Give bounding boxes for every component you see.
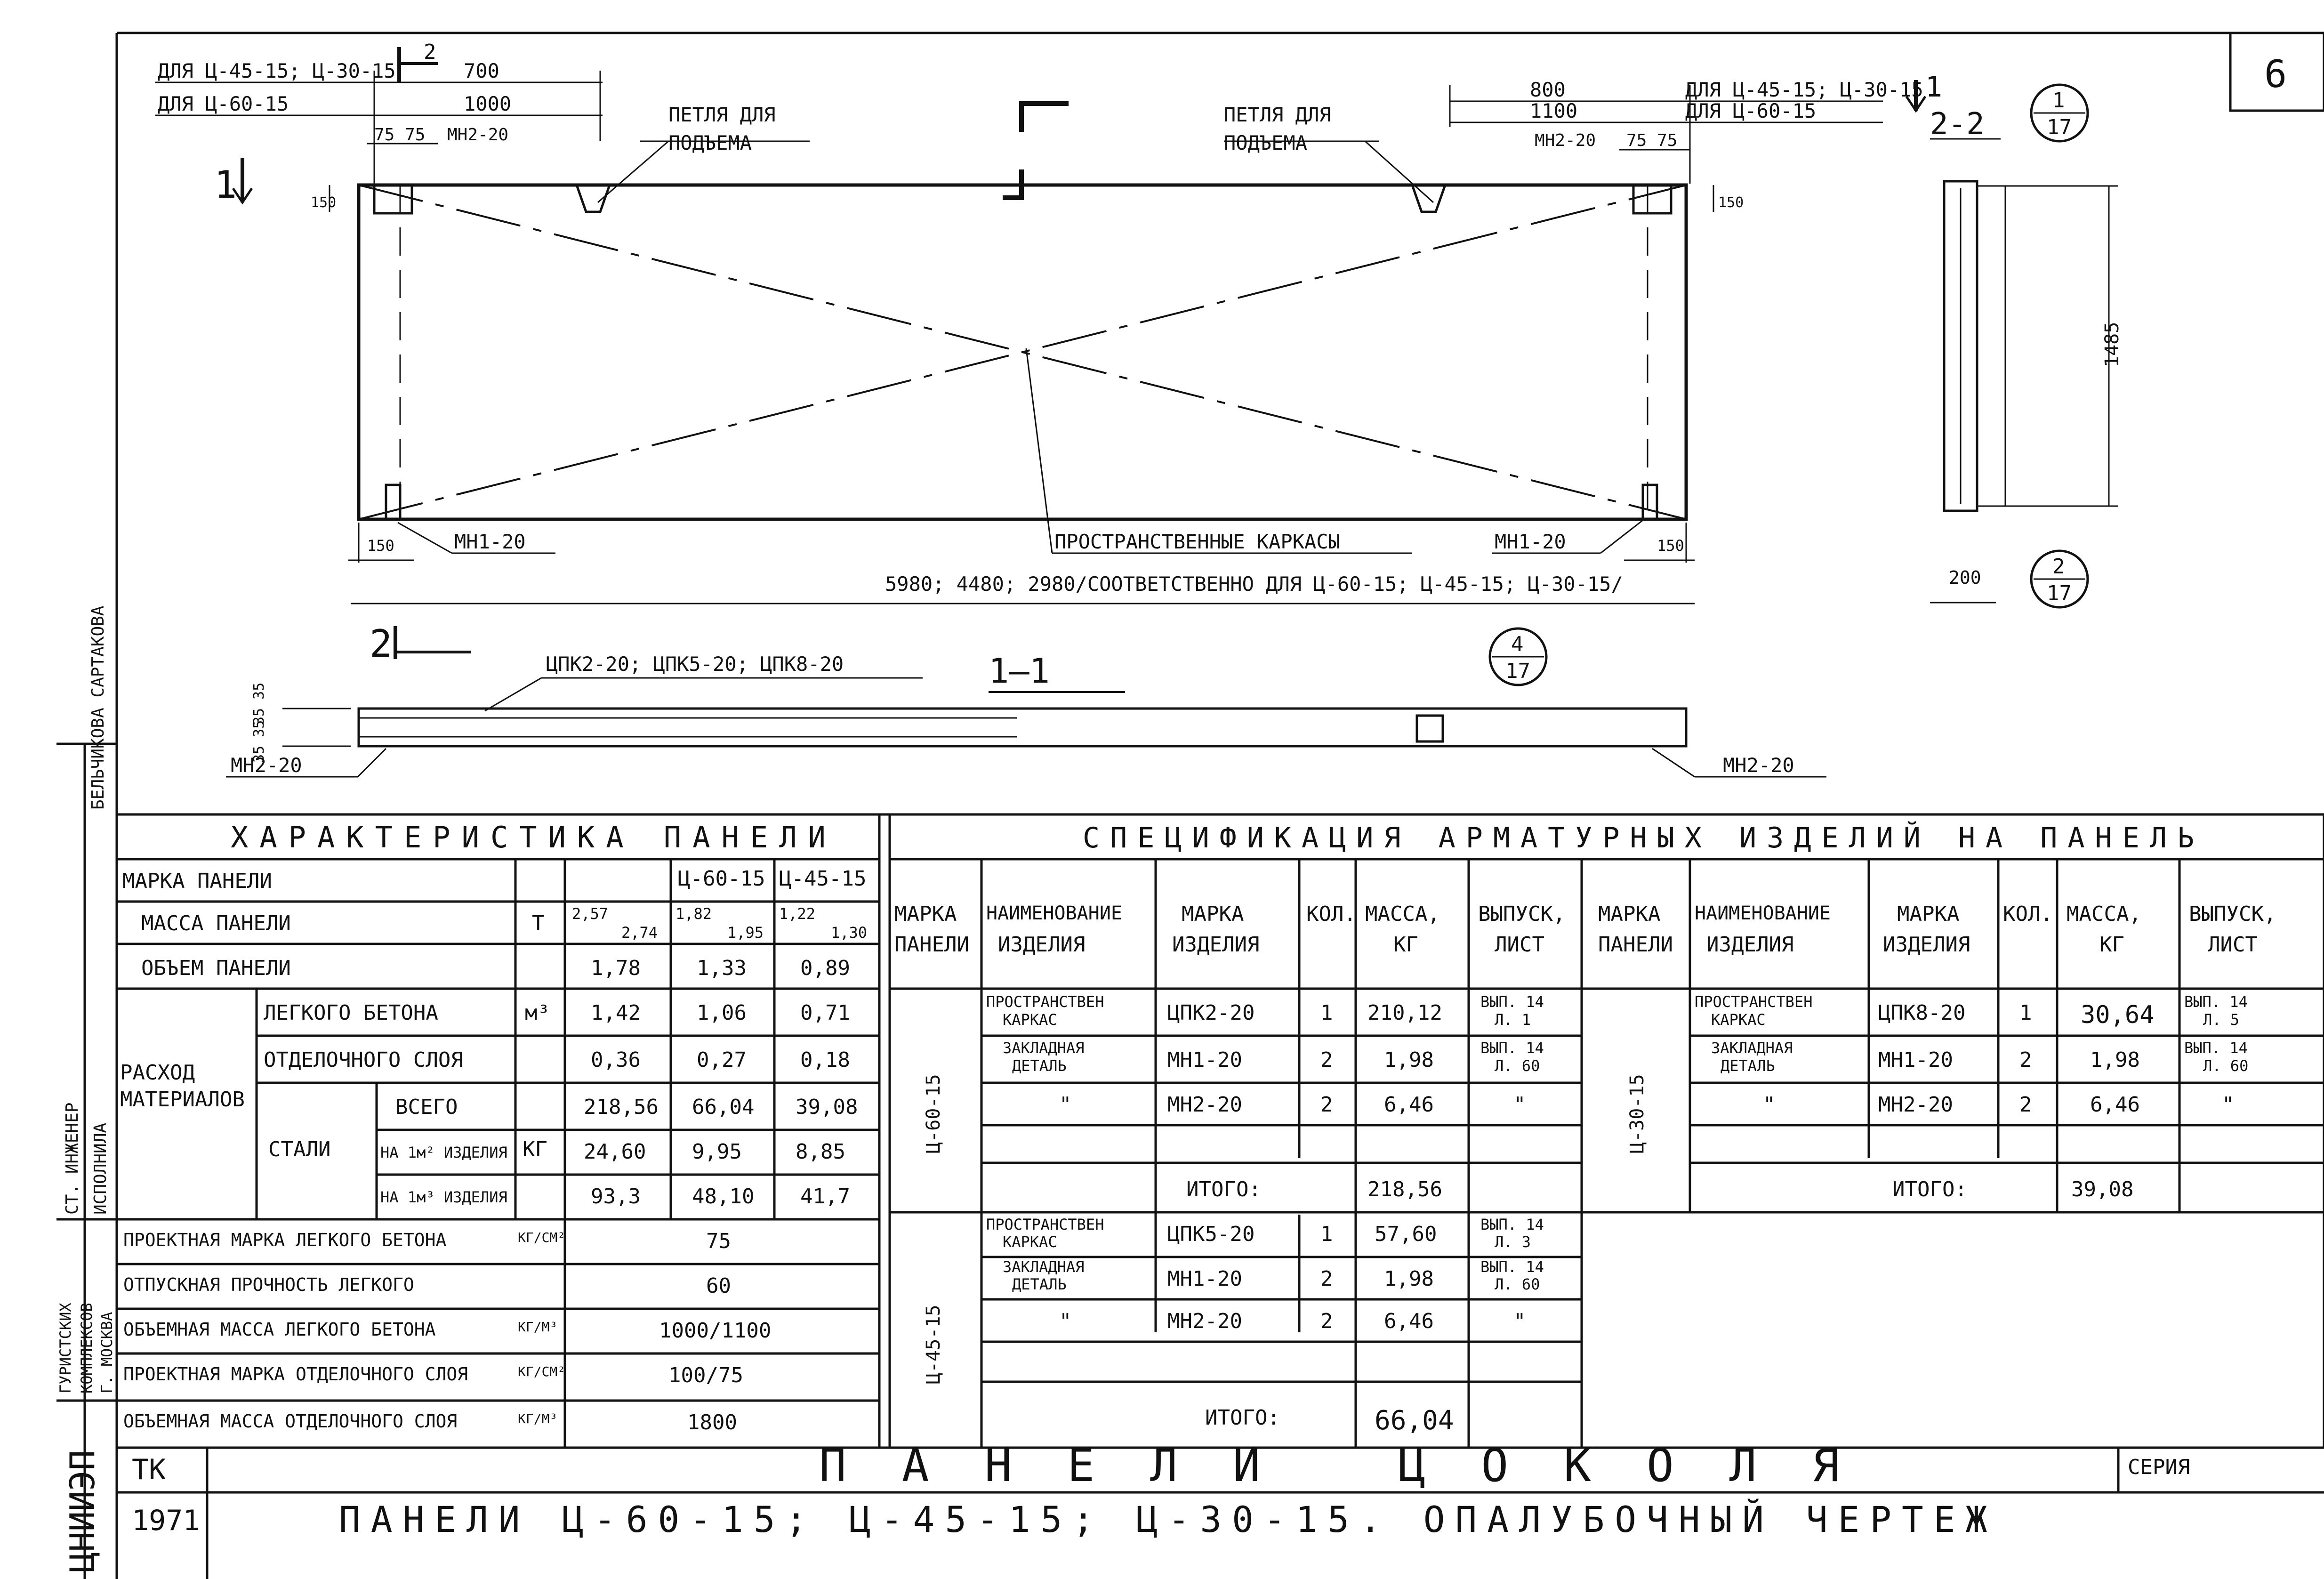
spec-g30-total-label: ИТОГО: [1892, 1177, 1967, 1201]
spec-g60-r1-name-2: КАРКАС [1003, 1011, 1057, 1029]
char-per-m3-45: 48,10 [692, 1184, 755, 1208]
mn2-20-right-label: МН2-20 [1535, 131, 1596, 150]
char-mark-label: МАРКА ПАНЕЛИ [122, 869, 272, 893]
spec-g45-r2-mark: МН1-20 [1167, 1267, 1242, 1291]
leader-mn1-right [1600, 520, 1643, 553]
spec-g60-r1-issue-2: Л. 1 [1495, 1011, 1531, 1029]
char-mass-unit: Т [532, 911, 545, 935]
section-1-right-label: 1 [1925, 71, 1943, 104]
spec-g45-total-label: ИТОГО: [1205, 1406, 1280, 1430]
spec-g60-r2-qty: 2 [1320, 1048, 1333, 1072]
dim-150-br: 150 [1657, 537, 1684, 555]
char-per-m2-60: 24,60 [584, 1140, 646, 1164]
char-col-h2: Ц-45-15 [779, 867, 867, 891]
lift-loop-left-shape [577, 185, 610, 212]
spec-g45-r3-mark: МН2-20 [1167, 1309, 1242, 1333]
dim-75-75-left: 75 75 [374, 125, 426, 145]
embed-mn1-right [1643, 485, 1657, 519]
ref-4-bottom: 17 [1505, 659, 1530, 683]
lift-loop-left-line1: ПЕТЛЯ ДЛЯ [668, 103, 776, 126]
spec-g30-r3-qty: 2 [2019, 1093, 2032, 1117]
spec-g45-r2-mass: 1,98 [1384, 1267, 1434, 1291]
title-block-tk: ТК [132, 1453, 166, 1486]
spec-g45-r1-issue-2: Л. 3 [1495, 1233, 1531, 1251]
char-steel-label: СТАЛИ [268, 1137, 331, 1161]
spec-g45-r3-qty: 2 [1320, 1309, 1333, 1333]
spec-g60-r2-mark: МН1-20 [1167, 1048, 1242, 1072]
char-mass-60-a: 2,57 [572, 905, 609, 923]
spec-g60-r2-name-1: ЗАКЛАДНАЯ [1003, 1039, 1085, 1057]
char-col-h1: Ц-60-15 [678, 867, 765, 891]
dim-35-35-a: 35 35 [251, 682, 267, 725]
spec-g60-r1-mass: 210,12 [1367, 1001, 1442, 1025]
spec-g45-r1-mark: ЦПК5-20 [1167, 1222, 1255, 1246]
sidebar-org-3: Г. МОСКВА [98, 1312, 116, 1394]
spec-g60-r1-mark: ЦПК2-20 [1167, 1001, 1255, 1025]
spec-g60-r1-qty: 1 [1320, 1001, 1333, 1025]
spec-g60-r2-issue-2: Л. 60 [1495, 1057, 1540, 1075]
char-mass-60-b: 2,74 [621, 924, 658, 942]
leader-lift-left [598, 141, 668, 202]
dim-150-tl: 150 [311, 194, 337, 211]
dim-700: 700 [464, 59, 499, 82]
ref-1-bottom: 17 [2047, 115, 2072, 139]
ref-4-top: 4 [1511, 632, 1524, 656]
spec-g30-r1-qty: 1 [2019, 1001, 2032, 1025]
char-steel-total-45: 66,04 [692, 1095, 755, 1119]
spec-h-mark-2: ИЗДЕЛИЯ [1172, 933, 1260, 957]
char-light-45: 1,06 [697, 1001, 747, 1025]
spec-g60-r1-name-1: ПРОСТРАНСТВЕН [986, 993, 1104, 1011]
spec-h-qty: КОЛ. [1306, 902, 1356, 926]
spec-g30-r3-name: " [1763, 1093, 1776, 1117]
section-2-2-title: 2-2 [1930, 107, 1985, 142]
spec-g30-total: 39,08 [2071, 1177, 2134, 1201]
char-volume-60: 1,78 [591, 956, 641, 980]
spec-g60-total: 218,56 [1367, 1177, 1442, 1201]
char-finish-45: 0,27 [697, 1048, 747, 1072]
char-per-m3-label: НА 1м³ ИЗДЕЛИЯ [380, 1188, 507, 1206]
spec-h2-name-1: НАИМЕНОВАНИЕ [1695, 902, 1831, 924]
spec-g45-panel: Ц-45-15 [923, 1305, 944, 1384]
section-1-1-title: 1—1 [989, 651, 1050, 691]
char-light-30: 0,71 [800, 1001, 850, 1025]
spec-g30-r2-mass: 1,98 [2090, 1048, 2140, 1072]
spatial-frames-label: ПРОСТРАНСТВЕННЫЕ КАРКАСЫ [1054, 530, 1340, 553]
spec-h2-name-2: ИЗДЕЛИЯ [1706, 933, 1794, 957]
spec-g30-r1-name-1: ПРОСТРАНСТВЕН [1695, 993, 1813, 1011]
dim-label-left-1: ДЛЯ Ц-45-15; Ц-30-15 [158, 59, 396, 82]
dim-1000: 1000 [464, 92, 512, 115]
char-bulk-light-value: 1000/1100 [659, 1319, 772, 1343]
spec-h-mass-2: КГ [1393, 933, 1418, 957]
mn1-20-left-label: МН1-20 [454, 530, 526, 553]
spec-g45-r3-issue: " [1513, 1309, 1526, 1333]
dim-150-bl: 150 [367, 537, 394, 555]
char-finish-60: 0,36 [591, 1048, 641, 1072]
spec-g45-r1-issue-1: ВЫП. 14 [1480, 1216, 1544, 1233]
embed-mn2-left [374, 185, 412, 213]
spec-g30-r3-mass: 6,46 [2090, 1093, 2140, 1117]
title-block-main-title: ПАНЕЛИ ЦОКОЛЯ [819, 1439, 1895, 1492]
spec-g45-r1-name-1: ПРОСТРАНСТВЕН [986, 1216, 1104, 1233]
spec-h-mark-1: МАРКА [1182, 902, 1244, 926]
sidebar-role-2: ИСПОЛНИЛА [91, 1122, 110, 1215]
spec-g45-r2-name-1: ЗАКЛАДНАЯ [1003, 1258, 1085, 1276]
sidebar-names: БЕЛЬЧИКОВА САРТАКОВА [88, 605, 108, 810]
section-1-1-outline [359, 709, 1686, 746]
spec-g60-r3-name: " [1059, 1093, 1072, 1117]
spec-g30-r2-issue-1: ВЫП. 14 [2184, 1039, 2248, 1057]
mn2-20-11-right: МН2-20 [1723, 754, 1794, 777]
mn2-20-left-label: МН2-20 [447, 125, 509, 145]
mn1-20-right-label: МН1-20 [1495, 530, 1566, 553]
spec-h-mass-1: МАССА, [1365, 902, 1440, 926]
spec-g60-r3-issue: " [1513, 1093, 1526, 1117]
spec-g60-r3-mark: МН2-20 [1167, 1093, 1242, 1117]
char-steel-total-label: ВСЕГО [395, 1095, 458, 1119]
lift-loop-right-line2: ПОДЪЕМА [1224, 131, 1308, 154]
char-bulk-light-label: ОБЪЕМНАЯ МАССА ЛЕГКОГО БЕТОНА [123, 1319, 436, 1340]
char-bulk-finish-label: ОБЪЕМНАЯ МАССА ОТДЕЛОЧНОГО СЛОЯ [123, 1411, 458, 1432]
title-block-year: 1971 [132, 1504, 200, 1537]
ref-2-bottom: 17 [2047, 581, 2072, 605]
spec-h2-mass-2: КГ [2099, 933, 2124, 957]
spec-g60-panel: Ц-60-15 [923, 1074, 944, 1153]
spec-g45-r1-mass: 57,60 [1375, 1222, 1437, 1246]
leader-mn2-11-left [358, 749, 386, 777]
spec-g45-r1-name-2: КАРКАС [1003, 1233, 1057, 1251]
spec-h2-panel-1: МАРКА [1598, 902, 1661, 926]
char-consumption-label: РАСХОД МАТЕРИАЛОВ [120, 1061, 245, 1112]
sidebar-stamp: ЦНИИЭП [63, 1450, 102, 1572]
char-mass-30-b: 1,30 [831, 924, 868, 942]
char-release-label: ОТПУСКНАЯ ПРОЧНОСТЬ ЛЕГКОГО [123, 1274, 414, 1295]
char-design-grade-value: 75 [706, 1229, 731, 1253]
spec-g30-r2-qty: 2 [2019, 1048, 2032, 1072]
spec-g45-r2-qty: 2 [1320, 1267, 1333, 1291]
spec-g60-r1-issue-1: ВЫП. 14 [1480, 993, 1544, 1011]
spec-h2-mark-1: МАРКА [1897, 902, 1960, 926]
spec-h2-mass-1: МАССА, [2067, 902, 2141, 926]
section-2-top-label: 2 [424, 40, 436, 64]
leader-frames-1-1 [485, 678, 541, 711]
sidebar-role-1: СТ. ИНЖЕНЕР [63, 1102, 82, 1215]
spec-g30-r1-mark: ЦПК8-20 [1878, 1001, 1966, 1025]
char-volume-label: ОБЪЕМ ПАНЕЛИ [141, 956, 291, 980]
sidebar-org-1: ГУРИСТСКИХ [56, 1303, 74, 1394]
title-block-series: СЕРИЯ [2128, 1455, 2190, 1479]
char-release-value: 60 [706, 1274, 731, 1298]
char-design-grade-label: ПРОЕКТНАЯ МАРКА ЛЕГКОГО БЕТОНА [123, 1230, 447, 1250]
spec-g45-r1-qty: 1 [1320, 1222, 1333, 1246]
sheet-number: 6 [2264, 52, 2287, 96]
char-per-m2-label: НА 1м² ИЗДЕЛИЯ [380, 1144, 507, 1161]
spec-g60-r3-mass: 6,46 [1384, 1093, 1434, 1117]
char-bulk-finish-unit: КГ/М³ [518, 1411, 558, 1426]
spec-h-panel-1: МАРКА [894, 902, 957, 926]
spec-g60-r3-qty: 2 [1320, 1093, 1333, 1117]
title-block-subtitle: ПАНЕЛИ Ц-60-15; Ц-45-15; Ц-30-15. ОПАЛУБОЧНЫЙ ЧЕРТЕЖ [339, 1498, 1998, 1540]
embed-mn1-left [386, 485, 400, 519]
char-mass-label: МАССА ПАНЕЛИ [141, 911, 291, 935]
ref-2-top: 2 [2052, 555, 2065, 579]
section-2-2-width: 200 [1949, 567, 1981, 588]
spec-h2-qty: КОЛ. [2003, 902, 2053, 926]
spec-g30-r2-issue-2: Л. 60 [2203, 1057, 2249, 1075]
char-per-m2-30: 8,85 [796, 1140, 845, 1164]
char-volume-30: 0,89 [800, 956, 850, 980]
dim-label-right-1: ДЛЯ Ц-45-15; Ц-30-15 [1685, 78, 1923, 101]
dim-label-right-2: ДЛЯ Ц-60-15 [1685, 99, 1817, 122]
spec-h2-mark-2: ИЗДЕЛИЯ [1883, 933, 1970, 957]
spec-g30-r2-name-2: ДЕТАЛЬ [1721, 1057, 1775, 1075]
char-steel-unit: КГ [523, 1137, 547, 1161]
char-design-finish-label: ПРОЕКТНАЯ МАРКА ОТДЕЛОЧНОГО СЛОЯ [123, 1364, 468, 1385]
section-corner-top [1021, 104, 1069, 132]
spec-g45-r3-mass: 6,46 [1384, 1309, 1434, 1333]
char-mass-30-a: 1,22 [779, 905, 816, 923]
spec-g45-r2-name-2: ДЕТАЛЬ [1012, 1275, 1067, 1293]
ref-1-top: 1 [2052, 89, 2065, 113]
char-volume-45: 1,33 [697, 956, 747, 980]
section-1-left-label: 1 [214, 163, 237, 207]
char-finish-30: 0,18 [800, 1048, 850, 1072]
embed-mn2-right [1633, 185, 1671, 213]
spec-h-name-1: НАИМЕНОВАНИЕ [986, 902, 1122, 924]
char-bulk-light-unit: КГ/М³ [518, 1319, 558, 1335]
dim-75-75-right: 75 75 [1626, 131, 1678, 150]
lift-loop-right-line1: ПЕТЛЯ ДЛЯ [1224, 103, 1331, 126]
mn2-20-11-left: МН2-20 [231, 754, 302, 777]
char-per-m3-60: 93,3 [591, 1184, 641, 1208]
leader-mn1-left [398, 523, 452, 553]
spec-g30-r2-name-1: ЗАКЛАДНАЯ [1711, 1039, 1793, 1057]
length-note: 5980; 4480; 2980/СООТВЕТСТВЕННО ДЛЯ Ц-60-15; Ц-45-15; Ц-30-15/ [885, 572, 1623, 596]
spec-g45-total: 66,04 [1375, 1405, 1454, 1436]
char-steel-total-60: 218,56 [584, 1095, 659, 1119]
spec-g30-r1-issue-2: Л. 5 [2203, 1011, 2240, 1029]
spec-h-panel-2: ПАНЕЛИ [894, 933, 969, 957]
sidebar-org-2: КОМПЛЕКСОВ [78, 1303, 96, 1394]
dim-800: 800 [1530, 78, 1566, 101]
char-light-60: 1,42 [591, 1001, 641, 1025]
char-mass-45-b: 1,95 [727, 924, 764, 942]
char-design-finish-unit: КГ/СМ² [518, 1364, 566, 1379]
char-bulk-finish-value: 1800 [687, 1410, 737, 1434]
spec-h2-issue-2: ЛИСТ [2208, 933, 2258, 957]
section-1-1-embed [1417, 716, 1443, 741]
spec-g30-r1-mass: 30,64 [2081, 1001, 2155, 1029]
char-design-finish-value: 100/75 [668, 1363, 743, 1387]
char-light-unit: м³ [525, 1001, 550, 1025]
spec-g60-total-label: ИТОГО: [1186, 1177, 1261, 1201]
spec-g45-r2-issue-1: ВЫП. 14 [1480, 1258, 1544, 1276]
leader-mn2-11-right [1652, 749, 1695, 777]
frames-1-1-label: ЦПК2-20; ЦПК5-20; ЦПК8-20 [546, 653, 844, 676]
char-finish-label: ОТДЕЛОЧНОГО СЛОЯ [264, 1048, 463, 1072]
spec-g30-r1-issue-1: ВЫП. 14 [2184, 993, 2248, 1011]
dim-35-35-b: 35 35 [251, 720, 267, 763]
char-light-label: ЛЕГКОГО БЕТОНА [264, 1001, 438, 1025]
dim-label-left-2: ДЛЯ Ц-60-15 [158, 92, 289, 115]
spec-g45-r2-issue-2: Л. 60 [1495, 1275, 1540, 1293]
dim-1100: 1100 [1530, 99, 1578, 122]
spec-h-issue-1: ВЫПУСК, [1478, 902, 1566, 926]
spec-g30-r1-name-2: КАРКАС [1711, 1011, 1766, 1029]
dim-150-tr: 150 [1718, 194, 1744, 211]
char-per-m3-30: 41,7 [800, 1184, 850, 1208]
spec-g30-r2-mark: МН1-20 [1878, 1048, 1953, 1072]
spec-g45-r3-name: " [1059, 1309, 1072, 1333]
spec-g30-r3-mark: МН2-20 [1878, 1093, 1953, 1117]
char-mass-45-a: 1,82 [675, 905, 712, 923]
char-design-grade-unit: КГ/СМ² [518, 1230, 566, 1245]
spec-h-issue-2: ЛИСТ [1495, 933, 1544, 957]
spec-g60-r2-name-2: ДЕТАЛЬ [1012, 1057, 1067, 1075]
spec-g30-r3-issue: " [2222, 1093, 2235, 1117]
spec-table-title: СПЕЦИФИКАЦИЯ АРМАТУРНЫХ ИЗДЕЛИЙ НА ПАНЕЛЬ [1083, 822, 2205, 854]
spec-h2-issue-1: ВЫПУСК, [2189, 902, 2276, 926]
spec-h2-panel-2: ПАНЕЛИ [1598, 933, 1673, 957]
spec-h-name-2: ИЗДЕЛИЯ [998, 933, 1086, 957]
section-2-bottom-label: 2 [370, 622, 393, 666]
spec-g60-r2-mass: 1,98 [1384, 1048, 1434, 1072]
leader-spatial-frames [1026, 348, 1052, 553]
leader-lift-right [1365, 141, 1433, 202]
section-2-2-height: 1485 [2101, 322, 2123, 367]
lift-loop-left-line2: ПОДЪЕМА [668, 131, 752, 154]
spec-g30-panel: Ц-30-15 [1626, 1074, 1648, 1153]
char-steel-total-30: 39,08 [796, 1095, 858, 1119]
char-per-m2-45: 9,95 [692, 1140, 742, 1164]
char-table-title: ХАРАКТЕРИСТИКА ПАНЕЛИ [231, 820, 837, 854]
spec-g60-r2-issue-1: ВЫП. 14 [1480, 1039, 1544, 1057]
